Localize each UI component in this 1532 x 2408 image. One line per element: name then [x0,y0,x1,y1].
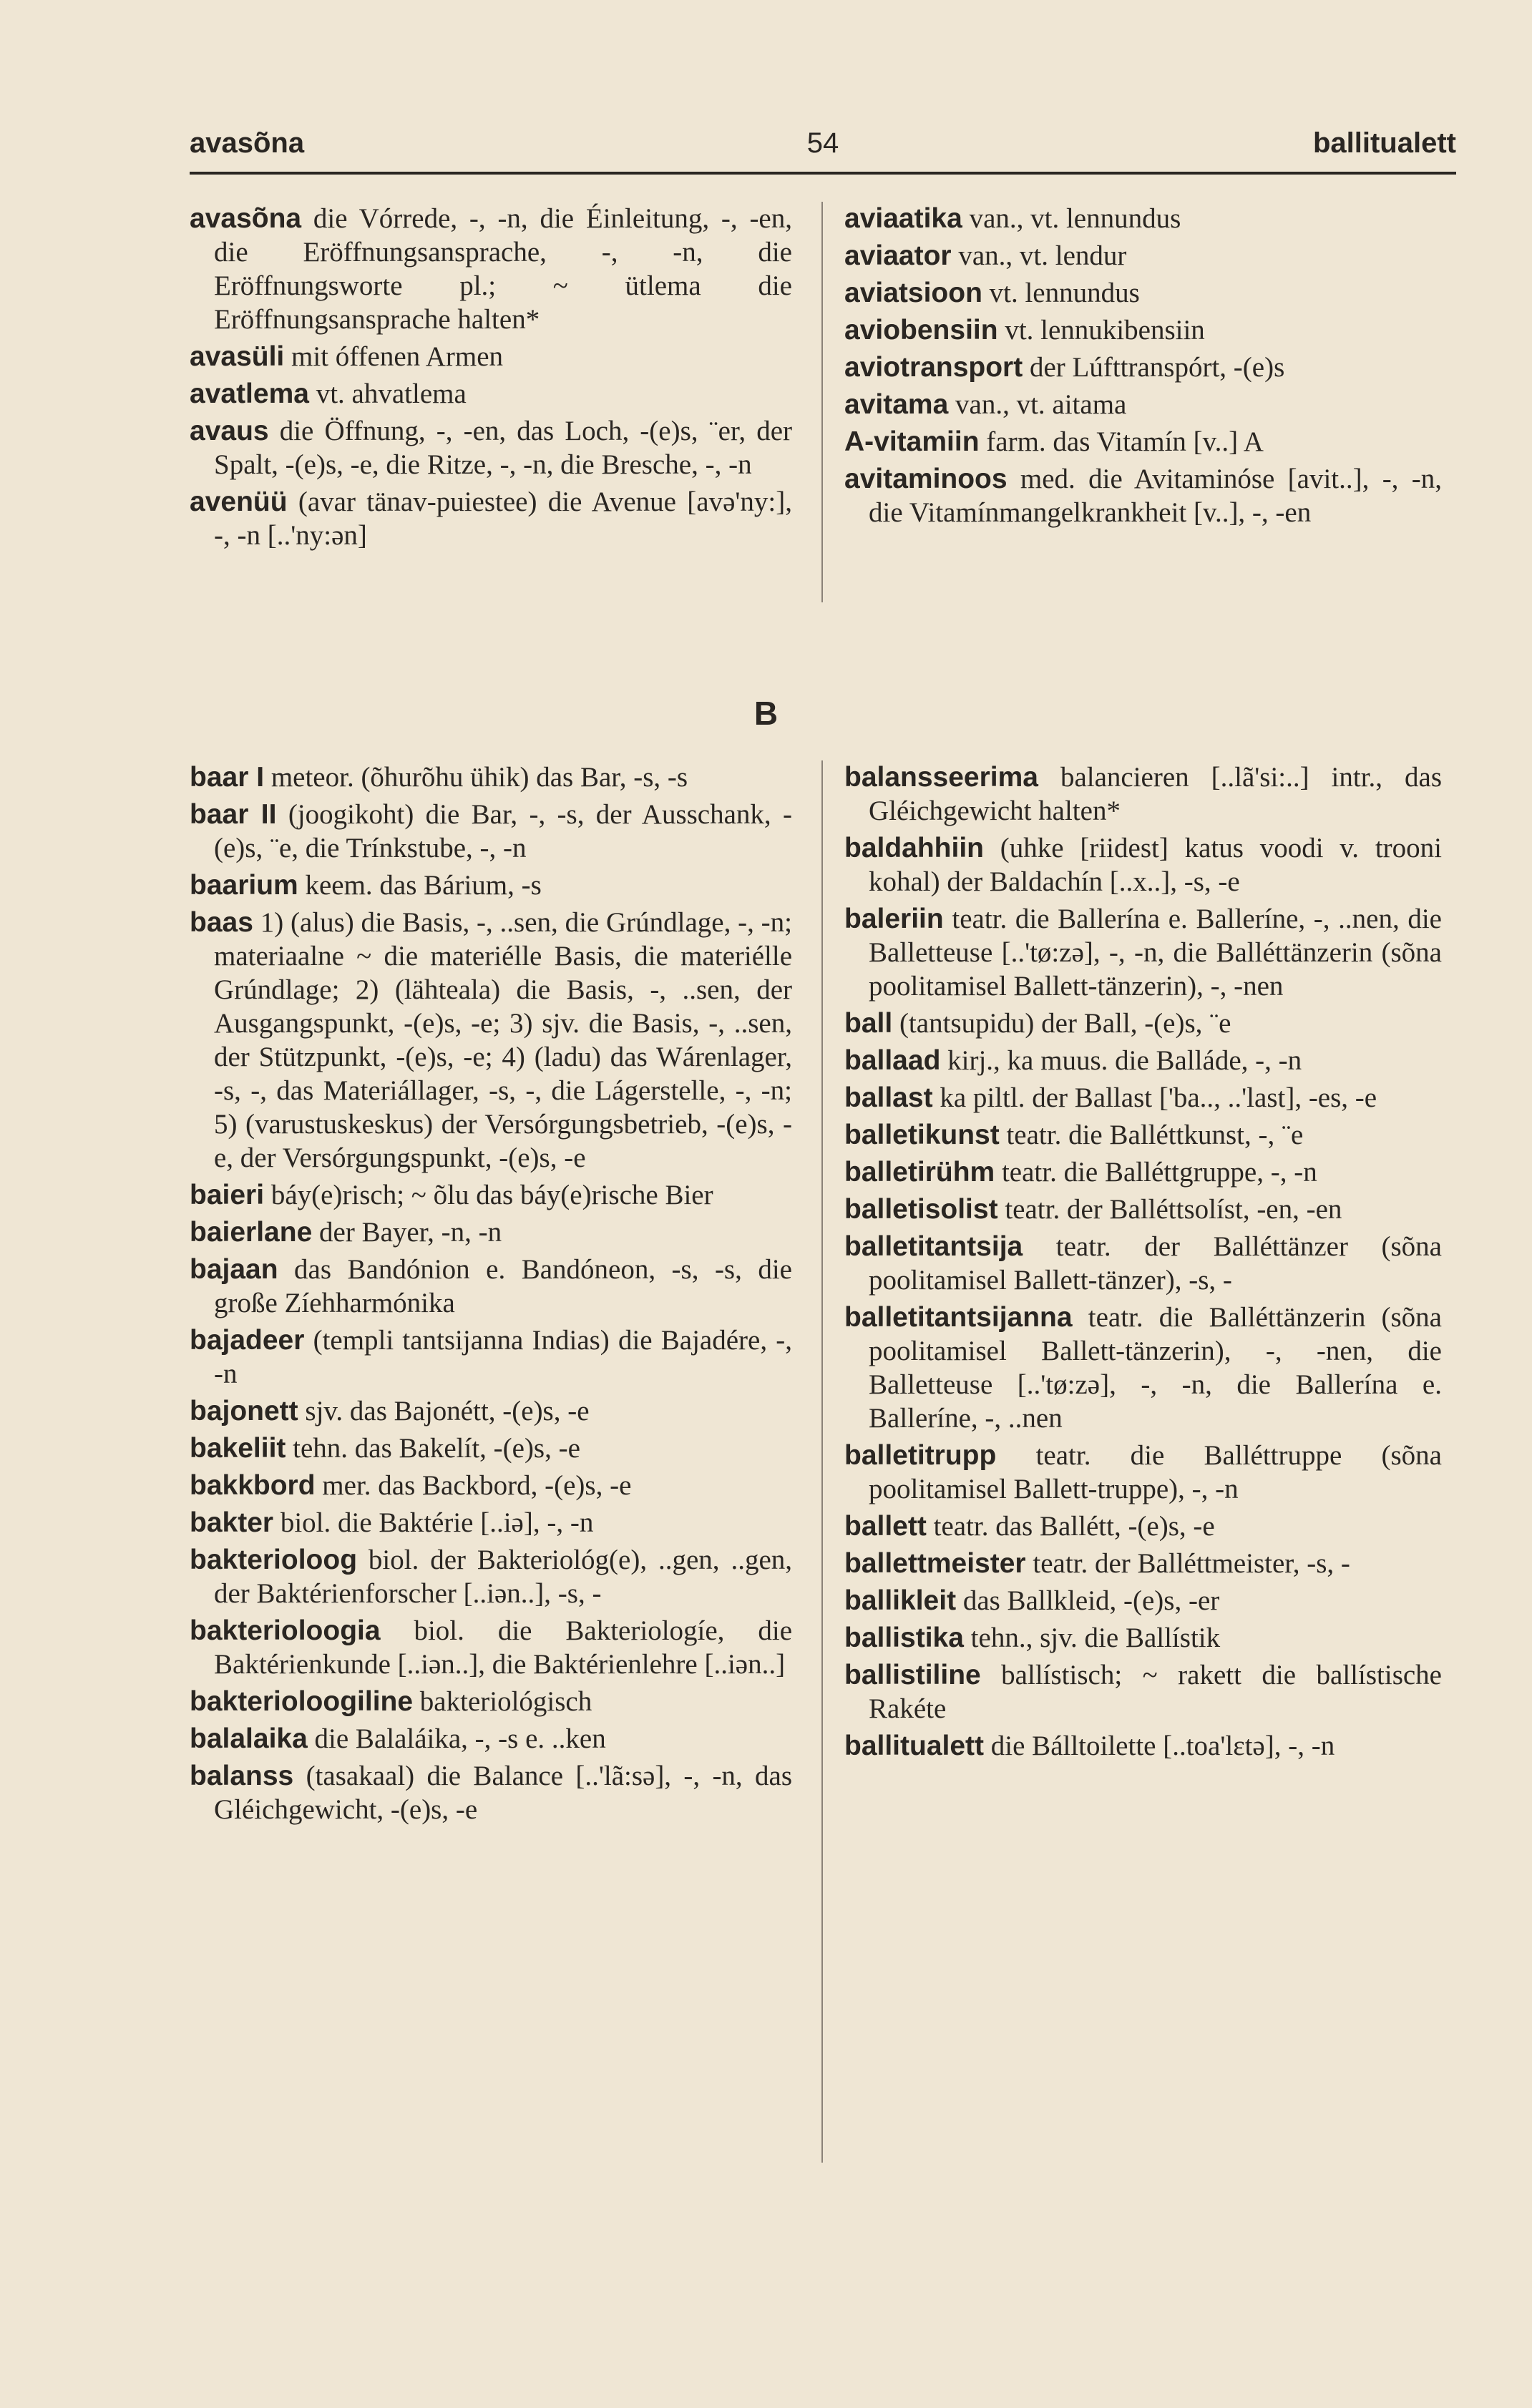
entry-headword: A-vitamiin [844,426,980,457]
dictionary-entry [844,1301,1442,1435]
entry-headword: balletisolist [844,1194,998,1225]
dictionary-entry [844,276,1442,310]
entry-definition: teatr. die Balléttgruppe, -, -n [995,1157,1317,1188]
entry-headword: baierlane [190,1217,313,1248]
dictionary-entry [190,1253,792,1320]
column-bottom-right [844,760,1442,1766]
entry-headword: bajaan [190,1254,278,1285]
entry-headword: avatlema [190,378,309,409]
entry-headword: ball [844,1008,893,1039]
dictionary-entry [844,202,1442,235]
entry-definition: kirj., ka muus. die Balláde, -, -n [940,1045,1302,1076]
dictionary-entry [844,831,1442,899]
dictionary-entry [190,1685,792,1718]
entry-definition: teatr. die Balléttruppe (sõna poolitamisel Ballett-truppe), -, -n [869,1440,1442,1504]
section-letter: B [753,695,779,732]
dictionary-entry [190,377,792,411]
entry-headword: balalaika [190,1723,308,1754]
entry-definition: teatr. das Ballétt, -(e)s, -e [926,1511,1215,1542]
entry-definition: mer. das Backbord, -(e)s, -e [315,1470,632,1501]
entry-headword: balletitrupp [844,1440,997,1471]
dictionary-entry [844,425,1442,459]
entry-definition: (templi tantsijanna Indias) die Bajadére, -, -n [214,1325,792,1389]
entry-definition: (tasakaal) die Balance [..'lã:sə], -, -n, das Gléichgewicht, -(e)s, -e [214,1761,792,1825]
entry-definition: das Bandónion e. Bandóneon, -s, -s, die große Zíehharmónika [214,1254,792,1318]
dictionary-entry [844,313,1442,347]
dictionary-entry [190,1394,792,1428]
dictionary-entry [844,239,1442,273]
dictionary-entry [190,1722,792,1756]
dictionary-entry [844,1547,1442,1580]
entry-definition: teatr. der Balléttsolíst, -en, -en [997,1194,1342,1225]
entry-headword: bakeliit [190,1433,286,1464]
entry-headword: baldahhiin [844,833,984,863]
dictionary-entry [844,388,1442,421]
entry-definition: teatr. die Balléttänzerin (sõna poolitamisel Ballett-tänzerin), -, -nen, die Balletteuse [..'tø:zə], -, -n, die Ballerína e. Balleríne, -, ..nen [869,1302,1442,1434]
entry-headword: bajadeer [190,1325,305,1356]
dictionary-entry [844,1044,1442,1077]
entry-headword: aviaator [844,240,952,271]
dictionary-entry [190,1506,792,1540]
column-top-right [844,202,1442,533]
entry-definition: van., vt. aitama [948,389,1127,420]
entry-headword: balletitantsija [844,1231,1023,1262]
entry-headword: avasõna [190,203,302,234]
entry-headword: avitaminoos [844,464,1007,494]
entry-headword: baar I [190,762,265,793]
page-number: 54 [806,127,839,159]
entry-definition: farm. das Vitamín [v..] A [979,426,1264,457]
entry-definition: van., vt. lennundus [962,203,1181,234]
dictionary-entry [844,1155,1442,1189]
dictionary-entry [844,1230,1442,1297]
entry-headword: balletikunst [844,1120,1000,1150]
entry-headword: aviatsioon [844,278,982,308]
entry-definition: tehn. das Bakelít, -(e)s, -e [286,1433,580,1464]
entry-headword: bakter [190,1507,274,1538]
entry-definition: báy(e)risch; ~ õlu das báy(e)rische Bier [264,1180,713,1210]
entry-definition: bakteriológisch [413,1686,592,1717]
entry-headword: avasüli [190,341,285,372]
entry-definition: biol. die Baktérie [..iə], -, -n [273,1507,594,1538]
dictionary-entry [190,340,792,373]
entry-definition: (avar tänav-puiestee) die Avenue [avə'ny:], -, -n [..'ny:ən] [214,486,792,551]
dictionary-entry [190,414,792,481]
entry-definition: (tantsupidu) der Ball, -(e)s, ¨e [892,1008,1231,1039]
entry-definition: das Ballkleid, -(e)s, -er [956,1585,1220,1616]
dictionary-entry [190,1543,792,1610]
entry-definition: vt. lennundus [982,278,1140,308]
entry-headword: aviotransport [844,352,1023,383]
entry-headword: aviobensiin [844,315,998,346]
dictionary-entry [190,760,792,794]
dictionary-entry [190,1614,792,1681]
entry-definition: balancieren [..lã'si:..] intr., das Gléichgewicht halten* [869,762,1442,826]
dictionary-entry [844,1007,1442,1040]
entry-definition: teatr. die Balléttkunst, -, ¨e [999,1120,1304,1150]
dictionary-entry [844,1658,1442,1726]
header-first-word: avasõna [190,127,305,159]
entry-headword: baar II [190,799,277,830]
entry-headword: balletitantsijanna [844,1302,1073,1333]
entry-headword: baarium [190,870,298,901]
entry-headword: ballikleit [844,1585,957,1616]
page-header [190,127,1456,170]
dictionary-entry [190,906,792,1175]
column-divider-bottom [821,760,823,2163]
entry-headword: baas [190,907,253,938]
entry-definition: die Vórrede, -, -n, die Éinleitung, -, -en, die Eröffnungsansprache, -, -n, die Eröffnungsworte pl.; ~ ütlema die Eröffnungsansprache halten* [214,203,792,335]
dictionary-entry [190,1431,792,1465]
dictionary-entry [190,798,792,865]
entry-headword: ballistika [844,1623,964,1653]
dictionary-entry [844,351,1442,384]
entry-headword: ballettmeister [844,1548,1026,1579]
entry-headword: avaus [190,416,269,446]
entry-definition: der Lúfttranspórt, -(e)s [1023,352,1285,383]
entry-definition: van., vt. lendur [951,240,1127,271]
dictionary-entry [190,485,792,552]
dictionary-entry [844,760,1442,828]
entry-definition: ballístisch; ~ rakett die ballístische Rakéte [869,1660,1442,1724]
entry-definition: vt. lennukibensiin [997,315,1205,346]
entry-definition: teatr. der Balléttänzer (sõna poolitamisel Ballett-tänzer), -s, - [869,1231,1442,1296]
dictionary-entry [190,1323,792,1391]
entry-definition: keem. das Bárium, -s [298,870,542,901]
column-divider-top [821,202,823,602]
entry-definition: sjv. das Bajonétt, -(e)s, -e [298,1396,590,1426]
entry-definition: ka piltl. der Ballast ['ba.., ..'last], -es, -e [932,1082,1377,1113]
entry-headword: bakkbord [190,1470,316,1501]
entry-definition: der Bayer, -n, -n [312,1217,502,1248]
dictionary-entry [844,902,1442,1003]
entry-headword: bakterioloog [190,1545,358,1575]
entry-headword: bakterioloogiline [190,1686,414,1717]
column-bottom-left [190,760,792,1830]
header-rule [190,172,1456,175]
entry-definition: biol. der Bakteriológ(e), ..gen, ..gen, der Baktérienforscher [..iən..], -s, - [214,1545,792,1609]
entry-definition: teatr. die Ballerína e. Balleríne, -, ..nen, die Balletteuse [..'tø:zə], -, -n, die Balléttänzerin (sõna poolitamisel Ballett-tänzerin), -, -nen [869,904,1442,1002]
dictionary-entry [190,1469,792,1502]
dictionary-entry [190,1215,792,1249]
entry-definition: biol. die Bakteriologíe, die Baktérienkunde [..iən..], die Baktérienlehre [..iən..] [214,1615,792,1680]
entry-definition: 1) (alus) die Basis, -, ..sen, die Grúndlage, -, -n; materiaalne ~ die materiélle Basis, die materiélle Grúndlage; 2) (lähteala) die Basis, -, ..sen, der Ausgangspunkt, -(e)s, -e; 3) sjv. die Basis, -, ..sen, der Stützpunkt, -(e)s, -e; 4) (ladu) das Wárenlager, -s, -, das Materiállager, -s, -, die Lágerstelle, -, -n; 5) (varustuskeskus) der Versórgungsbetrieb, -(e)s, -e, der Versórgungspunkt, -(e)s, -e [214,907,792,1173]
entry-headword: bajonett [190,1396,298,1426]
entry-headword: ballistiline [844,1660,981,1690]
entry-headword: bakterioloogia [190,1615,381,1646]
entry-headword: ballaad [844,1045,941,1076]
entry-definition: mit óffenen Armen [284,341,504,372]
entry-definition: med. die Avitaminóse [avit..], -, -n, die Vitamínmangelkrankheit [v..], -, -en [869,464,1442,528]
entry-definition: meteor. (õhurõhu ühik) das Bar, -s, -s [264,762,688,793]
entry-headword: avitama [844,389,949,420]
dictionary-entry [844,1081,1442,1115]
entry-definition: die Öffnung, -, -en, das Loch, -(e)s, ¨er, der Spalt, -(e)s, -e, die Ritze, -, -n, die Bresche, -, -n [214,416,792,480]
dictionary-entry [844,1584,1442,1617]
dictionary-entry [190,868,792,902]
entry-definition: (uhke [riidest] katus voodi v. trooni kohal) der Baldachín [..x..], -s, -e [869,833,1442,897]
header-last-word: ballitualett [1312,127,1456,159]
dictionary-entry [844,1118,1442,1152]
dictionary-entry [844,1729,1442,1763]
entry-definition: tehn., sjv. die Ballístik [963,1623,1221,1653]
entry-definition: vt. ahvatlema [308,378,467,409]
dictionary-entry [844,1439,1442,1506]
dictionary-entry [844,1193,1442,1226]
entry-headword: balletirühm [844,1157,995,1188]
entry-headword: balanss [190,1761,294,1791]
entry-headword: ballast [844,1082,933,1113]
entry-definition: die Bálltoilette [..toa'lεtə], -, -n [984,1731,1335,1761]
dictionary-entry [190,1178,792,1212]
dictionary-entry [190,202,792,336]
entry-definition: teatr. der Balléttmeister, -s, - [1025,1548,1350,1579]
entry-headword: baleriin [844,904,944,934]
dictionary-entry [190,1759,792,1826]
entry-headword: balansseerima [844,762,1039,793]
dictionary-entry [844,1509,1442,1543]
column-top-left [190,202,792,556]
dictionary-entry [844,462,1442,529]
entry-headword: avenüü [190,486,288,517]
entry-headword: ballitualett [844,1731,985,1761]
entry-definition: (joogikoht) die Bar, -, -s, der Ausschank, -(e)s, ¨e, die Trínkstube, -, -n [214,799,792,863]
entry-definition: die Balaláika, -, -s e. ..ken [307,1723,606,1754]
entry-headword: baieri [190,1180,265,1210]
dictionary-entry [844,1621,1442,1655]
entry-headword: aviaatika [844,203,962,234]
entry-headword: ballett [844,1511,927,1542]
